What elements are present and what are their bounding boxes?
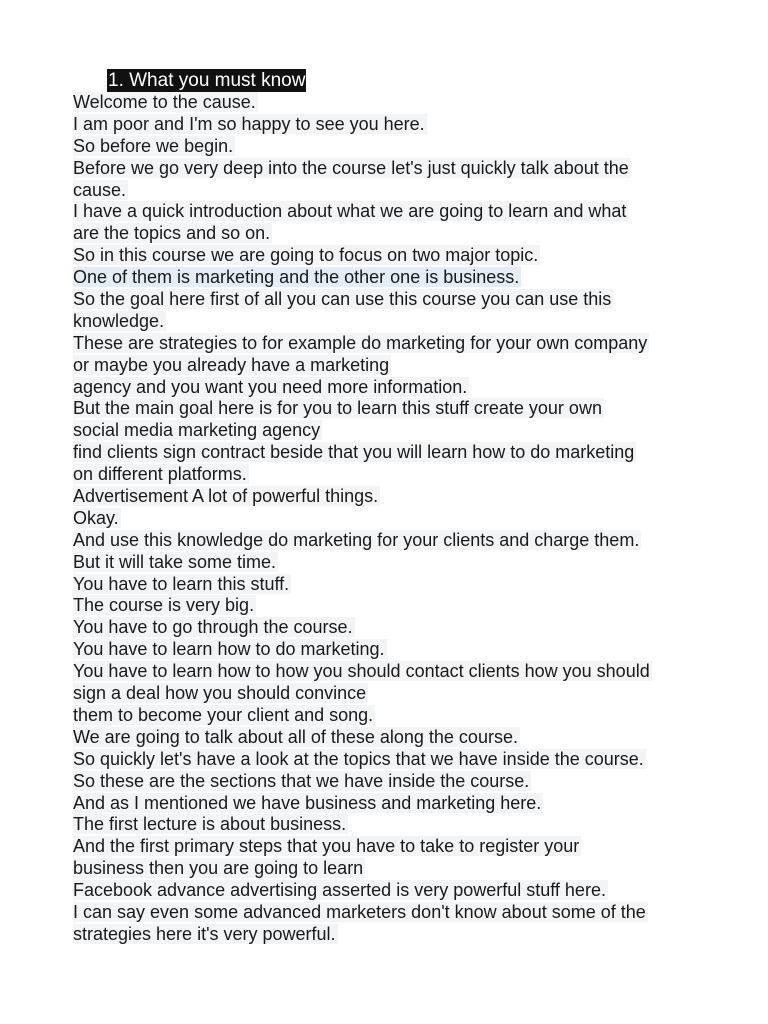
text-line: on different platforms. [73,464,247,485]
text-line: You have to learn this stuff. [73,573,290,594]
text-line: social media marketing agency [73,420,321,441]
section-heading: 1. What you must know [108,70,306,91]
text-line: them to become your client and song. [73,704,374,725]
text-line: And use this knowledge do marketing for your clients and charge them. [73,529,640,550]
text-line: Welcome to the cause. [73,92,256,112]
text-line: I have a quick introduction about what we are going to learn and what [73,201,627,222]
text-line: And the first primary steps that you have to take to register your [73,836,580,857]
text-line: cause. [73,179,127,200]
text-line: You have to go through the course. [73,617,353,638]
text-line: I can say even some advanced marketers don't know about some of the [73,901,646,922]
text-line: So before we begin. [73,135,234,156]
text-line: So in this course we are going to focus on two major topic. [73,245,539,266]
text-line: These are strategies to for example do marketing for your own company [73,332,648,353]
text-line: Facebook advance advertising asserted is very powerful stuff here. [73,880,606,901]
text-line: So quickly let's have a look at the topics that we have inside the course. [73,748,644,769]
text-line: Okay. [73,507,119,528]
text-line: You have to learn how to how you should contact clients how you should [73,661,650,682]
text-line: The first lecture is about business. [73,814,347,835]
text-line: agency and you want you need more information. [73,376,468,397]
highlighted-text-line: One of them is marketing and the other one is business. [73,267,520,288]
text-line: I am poor and I'm so happy to see you here. [73,113,425,134]
text-line: find clients sign contract beside that you will learn how to do marketing [73,442,635,463]
text-line: So the goal here first of all you can use this course you can use this [73,289,612,310]
text-line: Advertisement A lot of powerful things. [73,486,379,507]
text-line: or maybe you already have a marketing [73,354,390,375]
text-line: We are going to talk about all of these along the course. [73,726,518,747]
text-line: business then you are going to learn [73,858,364,879]
text-line: Before we go very deep into the course let's just quickly talk about the [73,157,629,178]
text-line: The course is very big. [73,595,255,616]
text-line: knowledge. [73,310,165,331]
text-line: You have to learn how to do marketing. [73,639,385,660]
text-line: sign a deal how you should convince [73,683,367,704]
text-line: And as I mentioned we have business and marketing here. [73,792,542,813]
text-line: But the main goal here is for you to learn this stuff create your own [73,398,602,419]
text-line: are the topics and so on. [73,223,271,244]
text-line: So these are the sections that we have inside the course. [73,770,530,791]
text-line: But it will take some time. [73,551,277,572]
text-line: strategies here it's very powerful. [73,923,336,944]
transcript-body [73,92,713,946]
